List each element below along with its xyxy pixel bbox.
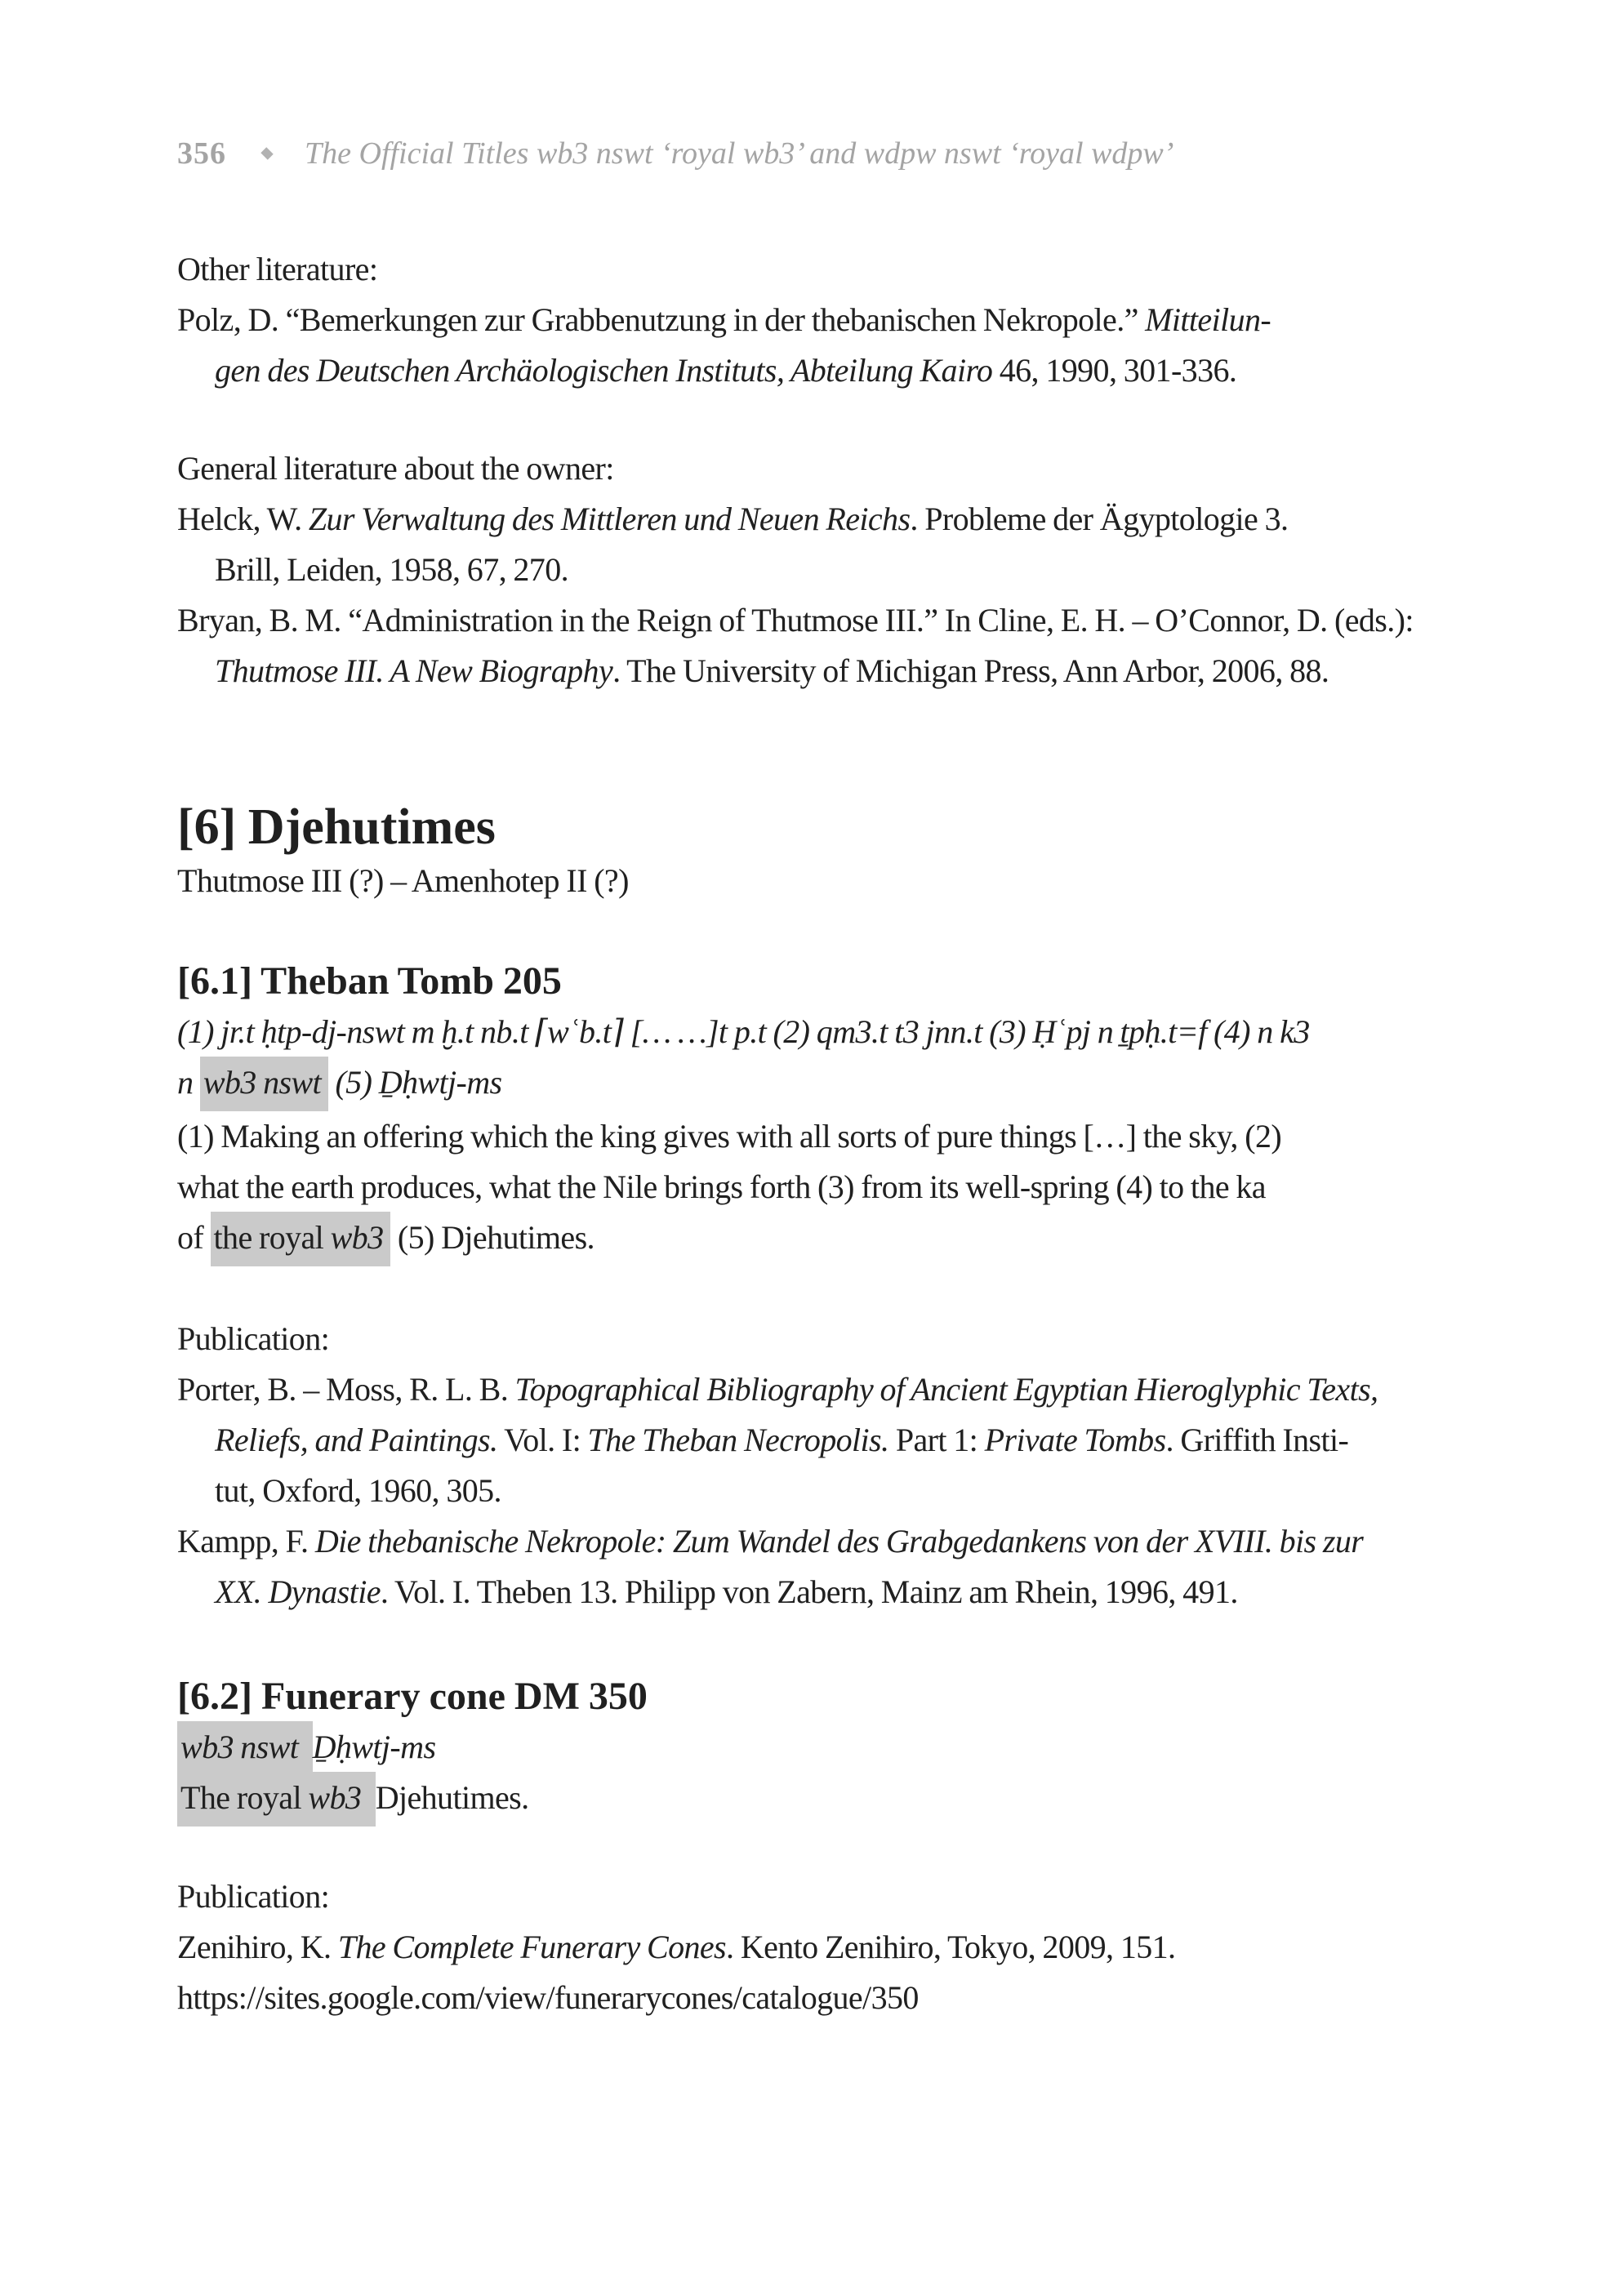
running-title: The Official Titles wb3 nswt ‘royal wb3’ and wdpw nswt ‘royal wdpw’ <box>305 136 1174 171</box>
text-segment: (1) Making an offering which the king gives with all sorts of pure things […] the sky, (2) <box>177 1118 1282 1155</box>
text-segment: Polz, D. “Bemerkungen zur Grabbenutzung in der thebanischen Nekropole.” <box>177 301 1146 338</box>
transliteration-61-line-1 <box>177 1007 1437 1057</box>
section-heading <box>177 799 1437 856</box>
label-other-literature <box>177 244 1437 295</box>
entry-porter-line-2 <box>177 1415 1437 1466</box>
text-segment: Mitteilun- <box>1145 301 1271 338</box>
entry-kampp-line-1 <box>177 1516 1437 1567</box>
text-segment: The Complete Funerary Cones <box>337 1929 727 1965</box>
page-number: 356 <box>177 136 226 171</box>
text-segment: . Griffith Insti- <box>1165 1422 1349 1458</box>
highlighted-text: wb3 nswt <box>177 1721 313 1776</box>
text-segment: of <box>177 1219 211 1256</box>
entry-bryan-line-1 <box>177 595 1437 646</box>
label-general-literature <box>177 443 1437 494</box>
diamond-bullet-icon <box>261 147 273 159</box>
text-segment: . Kento Zenihiro, Tokyo, 2009, 151. <box>726 1929 1176 1965</box>
text-segment: Kampp, F. <box>177 1523 315 1560</box>
text-segment: gen des Deutschen Archäologischen Instituts, Abteilung Kairo <box>215 352 993 389</box>
entry-bryan-line-2 <box>177 646 1437 696</box>
translation-62 <box>177 1773 1437 1823</box>
text-segment: 46, 1990, 301-336. <box>992 352 1237 389</box>
highlighted-text: the royal <box>211 1212 331 1266</box>
entry-polz-line-1 <box>177 295 1437 345</box>
subsection-heading-61 <box>177 956 1437 1007</box>
text-segment: Die thebanische Nekropole: Zum Wandel des Grabgedankens von der XVIII. bis zur <box>314 1523 1364 1560</box>
text-segment: . Vol. I. Theben 13. Philipp von Zabern, Mainz am Rhein, 1996, 491. <box>380 1573 1238 1610</box>
entry-zenihiro-url <box>177 1973 1437 2023</box>
highlighted-text: wb3 nswt <box>200 1057 328 1111</box>
text-segment: . The University of Michigan Press, Ann Arbor, 2006, 88. <box>612 652 1329 689</box>
section-subtitle <box>177 856 1437 906</box>
text-segment: n <box>177 1064 200 1101</box>
entry-helck-line-2 <box>177 545 1437 595</box>
entry-polz-line-2 <box>177 345 1437 396</box>
subsection-heading-62 <box>177 1671 1437 1722</box>
text-segment: Brill, Leiden, 1958, 67, 270. <box>215 551 568 588</box>
text-segment: https://sites.google.com/view/funerarycones/catalogue/350 <box>177 1979 919 2016</box>
text-segment: (5) Djehutimes. <box>390 1219 595 1256</box>
text-segment: XX. Dynastie <box>215 1573 381 1610</box>
text-segment: Publication: <box>177 1320 330 1357</box>
entry-porter-line-3 <box>177 1466 1437 1516</box>
text-segment: . Probleme der Ägyptologie 3. <box>910 501 1289 537</box>
text-segment: Vol. I: <box>497 1422 588 1458</box>
text-segment: Reliefs, and Paintings. <box>215 1422 498 1458</box>
text-segment: [6.2] Funerary cone DM 350 <box>177 1675 648 1718</box>
text-segment: Helck, W. <box>177 501 309 537</box>
transliteration-62 <box>177 1722 1437 1773</box>
text-segment: Publication: <box>177 1878 330 1915</box>
entry-kampp-line-2 <box>177 1567 1437 1617</box>
entry-porter-line-1 <box>177 1364 1437 1415</box>
highlighted-text: wb3 <box>331 1212 391 1266</box>
text-segment: Ḏḥwtj-ms <box>378 1064 502 1101</box>
document-body <box>177 244 1437 2023</box>
text-segment: Zenihiro, K. <box>177 1929 338 1965</box>
text-segment: what the earth produces, what the Nile brings forth (3) from its well-spring (4) to the ka <box>177 1168 1266 1205</box>
text-segment: Private Tombs <box>984 1422 1166 1458</box>
text-segment: Thutmose III. A New Biography <box>215 652 613 689</box>
text-segment: The Theban Necropolis. <box>587 1422 889 1458</box>
text-segment: Other literature: <box>177 251 378 287</box>
text-segment: tut, Oxford, 1960, 305. <box>215 1472 501 1509</box>
label-publication-2 <box>177 1871 1437 1922</box>
running-header <box>177 134 1437 173</box>
text-segment: (1) jr.t ḥtp-dj-nswt m ḫ.t nb.t ⌈wʿb.t⌉ [… …]t p.t (2) qm3.t t3 jnn.t (3) Ḥʿpj n ṯpḥ.t=f (4) n k3 <box>177 1013 1310 1050</box>
text-segment: General literature about the owner: <box>177 450 614 487</box>
text-segment: Djehutimes. <box>375 1779 529 1816</box>
text-segment: Topographical Bibliography of Ancient Egyptian Hieroglyphic Texts, <box>514 1371 1378 1408</box>
transliteration-61-line-2 <box>177 1057 1437 1108</box>
highlighted-text: wb3 <box>308 1772 361 1827</box>
text-segment: Thutmose III (?) – Amenhotep II (?) <box>177 862 629 899</box>
highlighted-text: The royal <box>177 1772 308 1827</box>
text-segment: Ḏḥwtj-ms <box>312 1729 436 1765</box>
entry-zenihiro <box>177 1922 1437 1973</box>
text-segment: (5) <box>328 1064 379 1101</box>
translation-61-line-1 <box>177 1111 1437 1162</box>
text-segment: Zur Verwaltung des Mittleren und Neuen Reichs <box>308 501 911 537</box>
label-publication-1 <box>177 1314 1437 1364</box>
text-segment: Porter, B. – Moss, R. L. B. <box>177 1371 515 1408</box>
translation-61-line-2 <box>177 1162 1437 1213</box>
text-segment: [6.1] Theban Tomb 205 <box>177 959 562 1003</box>
text-segment: Bryan, B. M. “Administration in the Reign of Thutmose III.” In Cline, E. H. – O’Connor, D. (eds.): <box>177 602 1414 639</box>
text-segment: [6] Djehutimes <box>177 799 496 855</box>
entry-helck-line-1 <box>177 494 1437 545</box>
translation-61-line-3 <box>177 1213 1437 1263</box>
text-segment: Part 1: <box>888 1422 985 1458</box>
highlighted-text <box>361 1772 375 1827</box>
